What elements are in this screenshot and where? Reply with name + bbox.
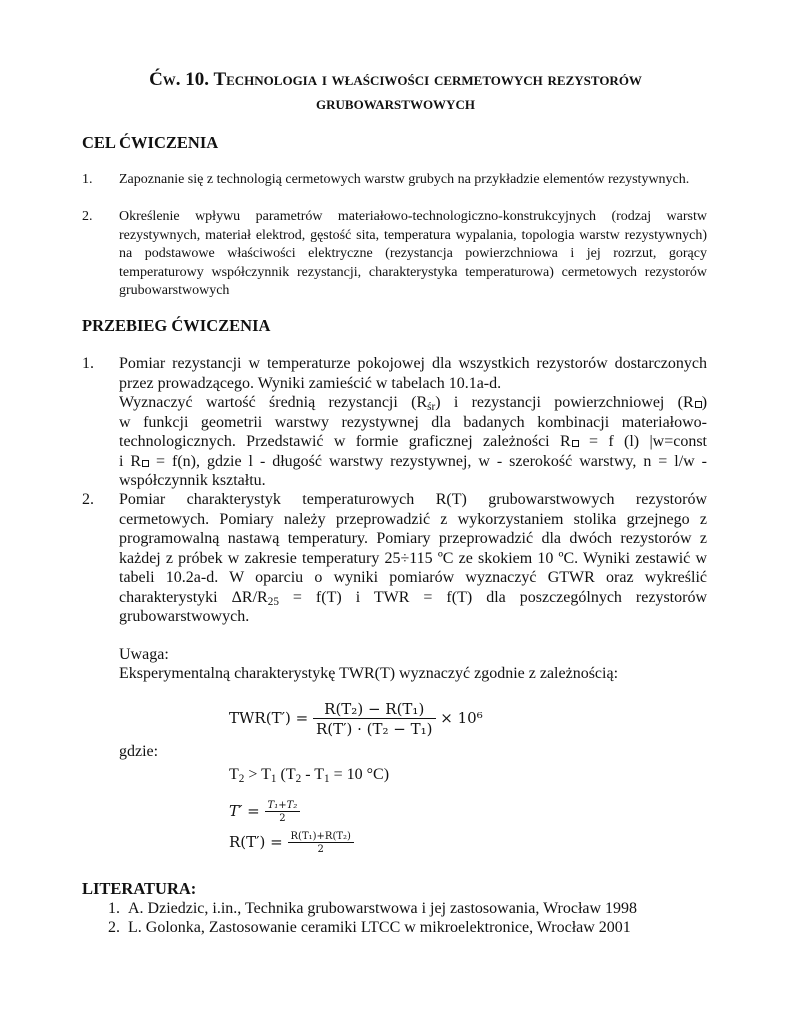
uwaga-label: Uwaga: bbox=[119, 646, 169, 663]
przebieg-heading: PRZEBIEG ĆWICZENIA bbox=[82, 316, 271, 335]
square-symbol bbox=[695, 401, 702, 408]
p2-line-3: technologicznych. Przedstawić w formie graficznej zależności R = f (l) |w=const bbox=[119, 433, 707, 450]
rprime-formula bbox=[229, 831, 354, 855]
temperature-condition: $T_2 > T_1$ ($T_2 - T_1 = 10$ °C) bbox=[229, 766, 390, 785]
twr-fraction bbox=[313, 700, 436, 738]
cel-item-2-text: Określenie wpływu parametrów materiałowo-technologiczno-konstrukcyjnych (rodzaj warstw rezystywnych, materiał elektrod, gęstość sita, temperatura wypalania, topologia warstw rezystywnych) na podstawowe właściwości elektryczne (rezystancja powierzchniowa i jej rozrzut, gorący temperaturowy współczynnik rezystancji, charakterystyka temperaturowa) cermetowych rezystorów grubowarstwowych bbox=[119, 209, 707, 298]
cel-item-1-number: 1. bbox=[82, 172, 93, 187]
literatura-item-2-number: 2. bbox=[108, 919, 120, 936]
cel-heading: CEL ĆWICZENIA bbox=[82, 133, 219, 152]
twr-formula bbox=[229, 700, 483, 738]
tprime-denominator: 2 bbox=[265, 811, 301, 824]
cel-item-2-number: 2. bbox=[82, 209, 93, 224]
rprime-fraction bbox=[288, 831, 354, 855]
tprime-formula bbox=[229, 800, 300, 824]
przebieg-item-1-number: 1. bbox=[82, 355, 94, 372]
literatura-heading: LITERATURA: bbox=[82, 879, 197, 898]
p2-line-4: i R = f(n), gdzie l - długość warstwy rezystywnej, w - szerokość warstwy, n = l/w - bbox=[119, 452, 707, 470]
rprime-numerator: R(T₁)+R(T₂) bbox=[290, 831, 351, 842]
twr-formula-lhs: TWR(T′) = bbox=[229, 709, 309, 727]
rprime-denominator: 2 bbox=[288, 842, 354, 855]
document-title-line2: grubowarstwowych bbox=[316, 93, 475, 114]
gdzie-label: gdzie: bbox=[119, 743, 159, 760]
square-symbol bbox=[572, 440, 579, 447]
tprime-fraction bbox=[265, 800, 301, 824]
tprime-numerator: T₁+T₂ bbox=[267, 800, 298, 811]
document-title-line1: Ćw. 10. Technologia i właściwości cermetowych rezystorów bbox=[149, 69, 642, 90]
p2-line-1: Wyznaczyć wartość średnią rezystancji $(R_{śr})$ i rezystancji powierzchniowej (R ) bbox=[119, 394, 708, 413]
p2-line-5: współczynnik kształtu. bbox=[119, 472, 266, 489]
przebieg-item-2-paragraph: Pomiar charakterystyk temperaturowych R(T) grubowarstwowych rezystorów cermetowych. Pomiary należy przeprowadzić z wykorzystaniem stolika grzejnego z programowalną nastawą temperatury. Pomiary przeprowadzić dla dwóch rezystorów z każdej z próbek w zakresie temperatury 25÷115 ºC ze skokiem 10 ºC. Wyniki zestawić w tabeli 10.2a-d. W oparciu o wyniki pomiarów wyznaczyć GTWR oraz wykreślić charakterystyki $\Delta R/R_{25} = f(T)$ i TWR = f(T) dla poszczególnych rezystorów grubowarstwowych. bbox=[119, 491, 708, 625]
przebieg-item-1-paragraph: Pomiar rezystancji w temperaturze pokojowej dla wszystkich rezystorów dostarczonych przez prowadzącego. Wyniki zamieścić w tabelach 10.1a-d. bbox=[119, 355, 707, 392]
literatura-item-2-text: L. Golonka, Zastosowanie ceramiki LTCC w mikroelektronice, Wrocław 2001 bbox=[128, 919, 631, 936]
twr-multiplier: × 10⁶ bbox=[440, 709, 483, 727]
eksp-sentence: Eksperymentalną charakterystykę TWR(T) wyznaczyć zgodnie z zależnością: bbox=[119, 665, 619, 682]
literatura-item-1-text: A. Dziedzic, i.in., Technika grubowarstwowa i jej zastosowania, Wrocław 1998 bbox=[128, 900, 638, 917]
tprime-lhs: T′ = bbox=[229, 802, 260, 820]
p2-line-2: w funkcji geometrii warstwy rezystywnej dla badanych kombinacji materiałowo- bbox=[119, 413, 707, 431]
przebieg-item-2-number: 2. bbox=[82, 491, 94, 508]
cel-item-1-text: Zapoznanie się z technologią cermetowych warstw grubych na przykładzie elementów rezystywnych. bbox=[119, 172, 690, 187]
twr-denominator: R(T′) · (T₂ − T₁) bbox=[313, 718, 436, 738]
literatura-item-1-number: 1. bbox=[108, 900, 120, 917]
twr-numerator: R(T₂) − R(T₁) bbox=[324, 700, 425, 718]
przebieg-item-1-paragraph-2 bbox=[119, 393, 707, 491]
rprime-lhs: R(T′) = bbox=[229, 833, 283, 851]
